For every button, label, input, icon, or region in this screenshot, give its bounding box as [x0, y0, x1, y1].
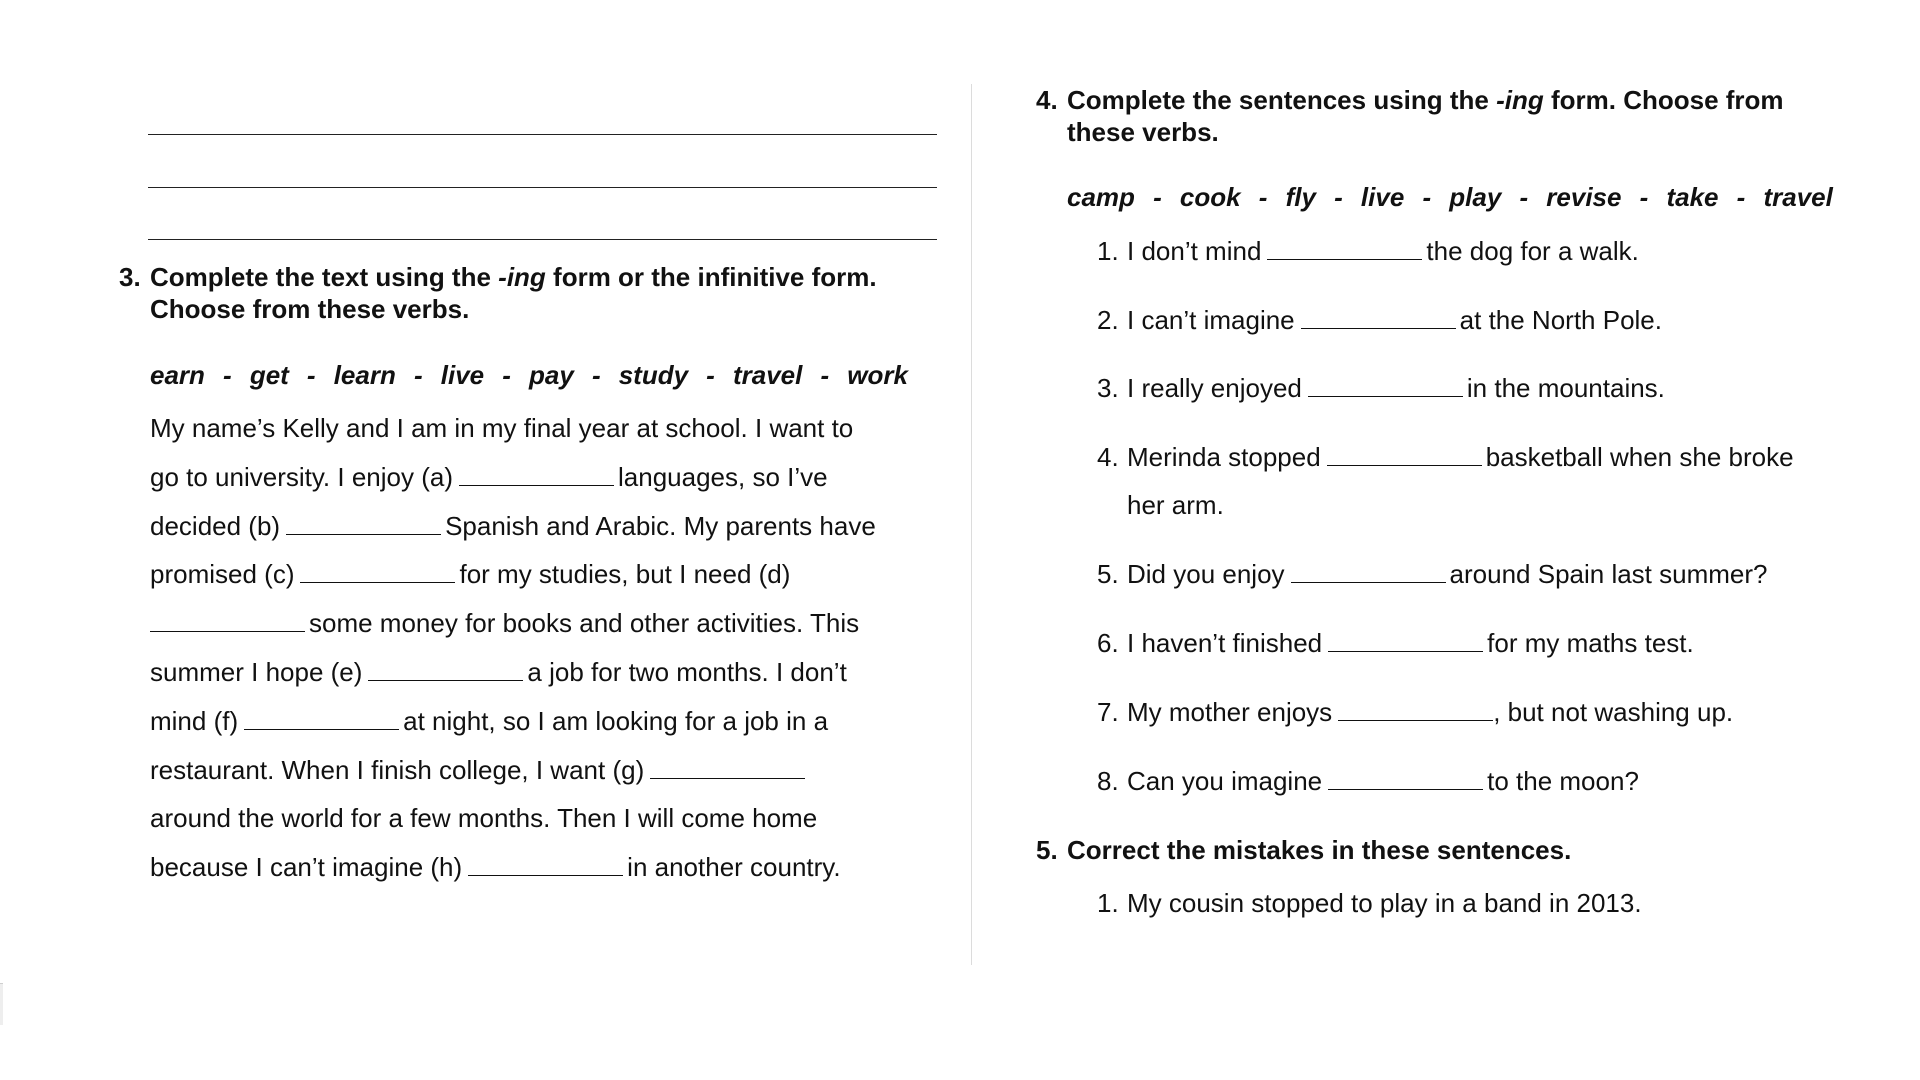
- item-text: Can you imagine: [1127, 766, 1323, 796]
- section-3-number: 3.: [119, 262, 141, 292]
- item-text: basketball when she broke: [1485, 442, 1794, 472]
- exercise-item: [1097, 765, 1639, 797]
- verb-option: learn: [333, 360, 396, 390]
- paragraph-line: [150, 453, 940, 502]
- item-text: My cousin stopped to play in a band in 2013.: [1127, 888, 1642, 918]
- item-text: , but not washing up.: [1493, 697, 1734, 727]
- answer-blank[interactable]: [300, 560, 455, 583]
- verb-option: study: [618, 360, 689, 390]
- column-divider: [971, 84, 972, 965]
- item-number: 5.: [1097, 559, 1119, 589]
- exercise-item: [1097, 235, 1639, 267]
- paragraph-text: around the world for a few months. Then I will come home: [150, 803, 818, 834]
- verb-separator: -: [1422, 182, 1432, 212]
- item-number: 3.: [1097, 373, 1119, 403]
- item-text: for my maths test.: [1487, 628, 1694, 658]
- section-3-paragraph: [150, 404, 940, 892]
- item-text: to the moon?: [1487, 766, 1639, 796]
- paragraph-line: [150, 648, 940, 697]
- section-4-heading: [1036, 84, 1784, 116]
- verb-separator: -: [820, 360, 830, 390]
- item-text: in the mountains.: [1466, 373, 1665, 403]
- section-4-number: 4.: [1036, 85, 1058, 115]
- item-number: 4.: [1097, 442, 1119, 472]
- item-number: 1.: [1097, 236, 1119, 266]
- heading-text: Correct the mistakes in these sentences.: [1067, 835, 1572, 865]
- section-4-heading-line2: these verbs.: [1067, 117, 1219, 147]
- answer-blank[interactable]: [1328, 629, 1483, 652]
- item-text: at the North Pole.: [1459, 305, 1662, 335]
- item-text: the dog for a walk.: [1426, 236, 1639, 266]
- item-text: around Spain last summer?: [1449, 559, 1768, 589]
- exercise-item: [1097, 696, 1733, 728]
- verb-option: travel: [732, 360, 803, 390]
- verb-separator: -: [1519, 182, 1529, 212]
- item-text-continued: her arm.: [1127, 490, 1224, 520]
- paragraph-text: in another country.: [627, 852, 841, 883]
- verb-option: travel: [1763, 182, 1833, 212]
- heading-text: form. Choose from: [1543, 85, 1784, 115]
- verb-option: live: [440, 360, 485, 390]
- answer-blank[interactable]: [286, 512, 441, 535]
- heading-text: Complete the text using the: [150, 262, 499, 292]
- answer-blank[interactable]: [1267, 237, 1422, 260]
- item-text: I can’t imagine: [1127, 305, 1295, 335]
- heading-emphasis: -ing: [1496, 85, 1544, 115]
- paragraph-line: [150, 502, 940, 551]
- heading-text: form or the infinitive form.: [545, 262, 877, 292]
- verb-option: fly: [1285, 182, 1316, 212]
- paragraph-line: [150, 697, 940, 746]
- item-text: I haven’t finished: [1127, 628, 1323, 658]
- verb-option: cook: [1179, 182, 1241, 212]
- paragraph-line: [150, 404, 940, 453]
- exercise-item: [1097, 441, 1794, 520]
- verb-option: pay: [529, 360, 574, 390]
- item-text: Merinda stopped: [1127, 442, 1321, 472]
- answer-blank[interactable]: [150, 609, 305, 632]
- answer-blank[interactable]: [1338, 698, 1493, 721]
- exercise-item: [1097, 304, 1662, 336]
- paragraph-text: Spanish and Arabic. My parents have: [445, 510, 876, 541]
- answer-blank[interactable]: [244, 707, 399, 730]
- verb-option: camp: [1067, 182, 1135, 212]
- paragraph-text: a job for two months. I don’t: [527, 656, 847, 687]
- paragraph-line: [150, 746, 940, 795]
- item-text: I really enjoyed: [1127, 373, 1302, 403]
- section-5-item: [1097, 887, 1642, 919]
- paragraph-text: at night, so I am looking for a job in a: [403, 705, 829, 736]
- verb-option: get: [249, 360, 289, 390]
- verb-separator: -: [1153, 182, 1162, 212]
- paragraph-text: My name’s Kelly and I am in my final year at school. I want to: [150, 413, 854, 443]
- paragraph-text: summer I hope (e): [150, 656, 363, 687]
- paragraph-line: [150, 843, 940, 892]
- item-text: Did you enjoy: [1127, 559, 1285, 589]
- paragraph-text: because I can’t imagine (h): [150, 852, 463, 883]
- verb-separator: -: [1639, 182, 1649, 212]
- paragraph-line: [150, 550, 940, 599]
- heading-emphasis: -ing: [498, 262, 546, 292]
- item-text: I don’t mind: [1127, 236, 1262, 266]
- verb-option: live: [1360, 182, 1405, 212]
- paragraph-line: [150, 599, 940, 648]
- paragraph-text: mind (f): [150, 705, 239, 736]
- verb-separator: -: [306, 360, 316, 390]
- item-number: 6.: [1097, 628, 1119, 658]
- paragraph-text: languages, so I’ve: [618, 461, 828, 492]
- heading-text: Complete the sentences using the: [1067, 85, 1497, 115]
- section-3-heading: [119, 261, 877, 293]
- verb-separator: -: [413, 360, 423, 390]
- answer-blank[interactable]: [1308, 374, 1463, 397]
- answer-line[interactable]: [148, 239, 937, 240]
- verb-option: play: [1449, 182, 1502, 212]
- item-number: 7.: [1097, 697, 1119, 727]
- verb-separator: -: [1334, 182, 1343, 212]
- verb-separator: -: [591, 360, 601, 390]
- paragraph-text: restaurant. When I finish college, I want (g): [150, 754, 645, 785]
- verb-separator: -: [706, 360, 715, 390]
- verb-option: work: [847, 360, 908, 390]
- section-3-verb-list: [150, 359, 908, 391]
- answer-blank[interactable]: [650, 756, 805, 779]
- paragraph-text: promised (c): [150, 559, 295, 590]
- section-4-verb-list: [1067, 181, 1833, 213]
- item-number: 2.: [1097, 305, 1119, 335]
- section-3-heading-line2: Choose from these verbs.: [150, 294, 470, 324]
- item-text: My mother enjoys: [1127, 697, 1333, 727]
- answer-blank[interactable]: [1328, 767, 1483, 790]
- verb-separator: -: [1736, 182, 1746, 212]
- answer-line[interactable]: [148, 134, 937, 135]
- verb-option: earn: [150, 360, 205, 390]
- paragraph-line: [150, 794, 940, 843]
- verb-separator: -: [223, 360, 232, 390]
- answer-blank[interactable]: [368, 658, 523, 681]
- answer-blank[interactable]: [1301, 306, 1456, 329]
- answer-blank[interactable]: [468, 853, 623, 876]
- edge-tab[interactable]: [0, 983, 3, 1025]
- verb-separator: -: [502, 360, 511, 390]
- item-number: 8.: [1097, 766, 1119, 796]
- answer-blank[interactable]: [459, 463, 614, 486]
- verb-option: revise: [1546, 182, 1622, 212]
- item-number: 1.: [1097, 888, 1119, 918]
- answer-line[interactable]: [148, 187, 937, 188]
- exercise-item: [1097, 372, 1665, 404]
- paragraph-text: for my studies, but I need (d): [459, 559, 791, 590]
- section-5-heading: [1036, 834, 1572, 866]
- exercise-item: [1097, 627, 1694, 659]
- paragraph-text: decided (b): [150, 510, 281, 541]
- verb-separator: -: [1258, 182, 1268, 212]
- paragraph-text: some money for books and other activities. This: [309, 608, 860, 639]
- exercise-item: [1097, 558, 1768, 590]
- section-5-number: 5.: [1036, 835, 1058, 865]
- paragraph-text: go to university. I enjoy (a): [150, 461, 453, 492]
- answer-blank[interactable]: [1327, 443, 1482, 466]
- verb-option: take: [1666, 182, 1719, 212]
- answer-blank[interactable]: [1291, 560, 1446, 583]
